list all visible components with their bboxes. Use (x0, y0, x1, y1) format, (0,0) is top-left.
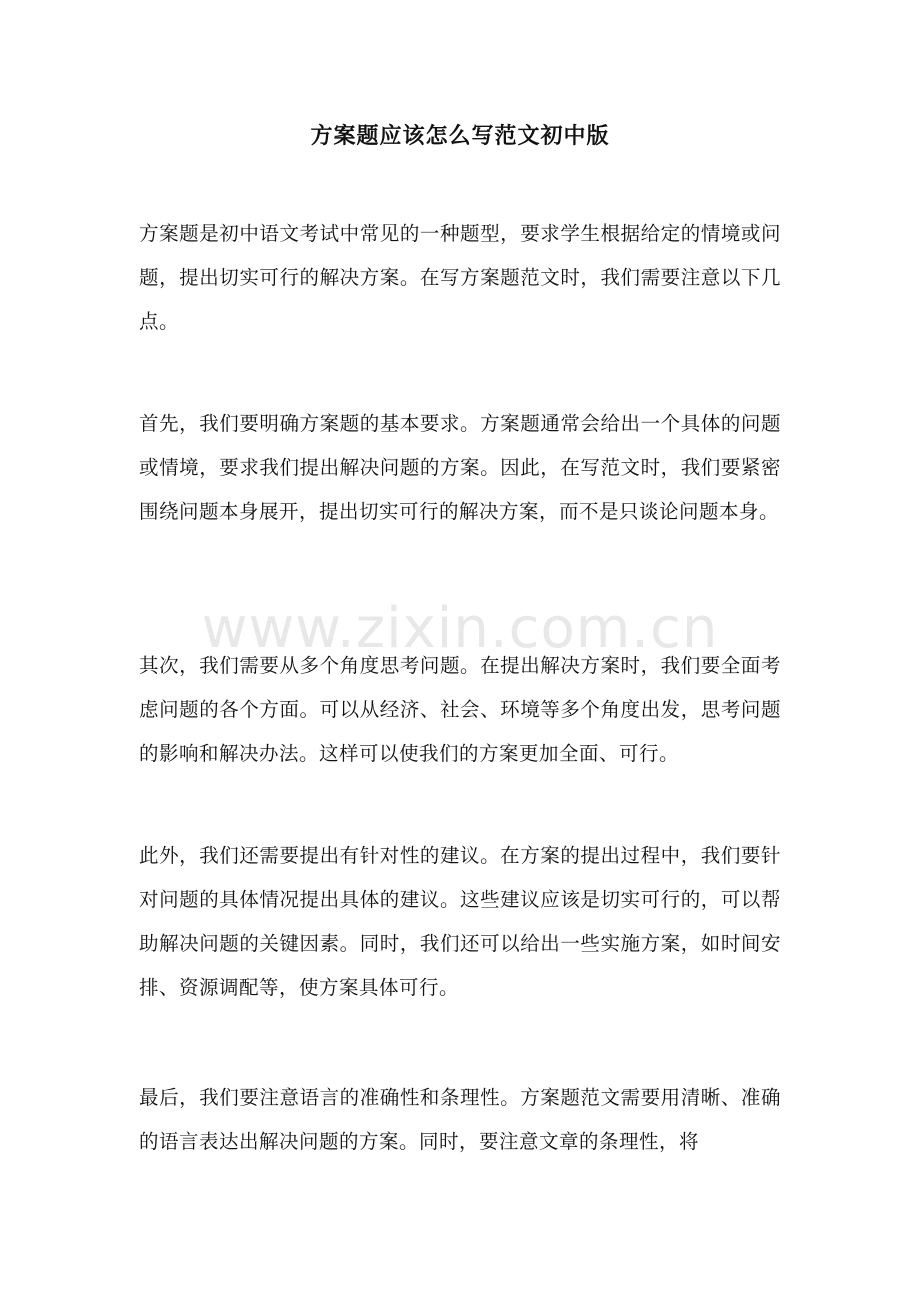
document-title: 方案题应该怎么写范文初中版 (310, 123, 610, 149)
paragraph-first: 首先，我们要明确方案题的基本要求。方案题通常会给出一个具体的问题或情境，要求我们提出解决问题的方案。因此，在写范文时，我们要紧密围绕问题本身展开，提出切实可行的解决方案，而不是只谈论问题本身。 (139, 412, 781, 523)
paragraph-third: 此外，我们还需要提出有针对性的建议。在方案的提出过程中，我们要针对问题的具体情况提出具体的建议。这些建议应该是切实可行的，可以帮助解决问题的关键因素。同时，我们还可以给出一些实施方案，如时间安排、资源调配等，使方案具体可行。 (139, 844, 781, 999)
paragraph-last: 最后，我们要注意语言的准确性和条理性。方案题范文需要用清晰、准确的语言表达出解决问题的方案。同时，要注意文章的条理性，将 (139, 1086, 781, 1153)
paragraph-second: 其次，我们需要从多个角度思考问题。在提出解决方案时，我们要全面考虑问题的各个方面。可以从经济、社会、环境等多个角度出发，思考问题的影响和解决办法。这样可以使我们的方案更加全面、可行。 (139, 654, 781, 765)
watermark: www.zixin.com.cn (201, 596, 719, 661)
paragraph-intro: 方案题是初中语文考试中常见的一种题型，要求学生根据给定的情境或问题，提出切实可行的解决方案。在写方案题范文时，我们需要注意以下几点。 (139, 222, 781, 333)
